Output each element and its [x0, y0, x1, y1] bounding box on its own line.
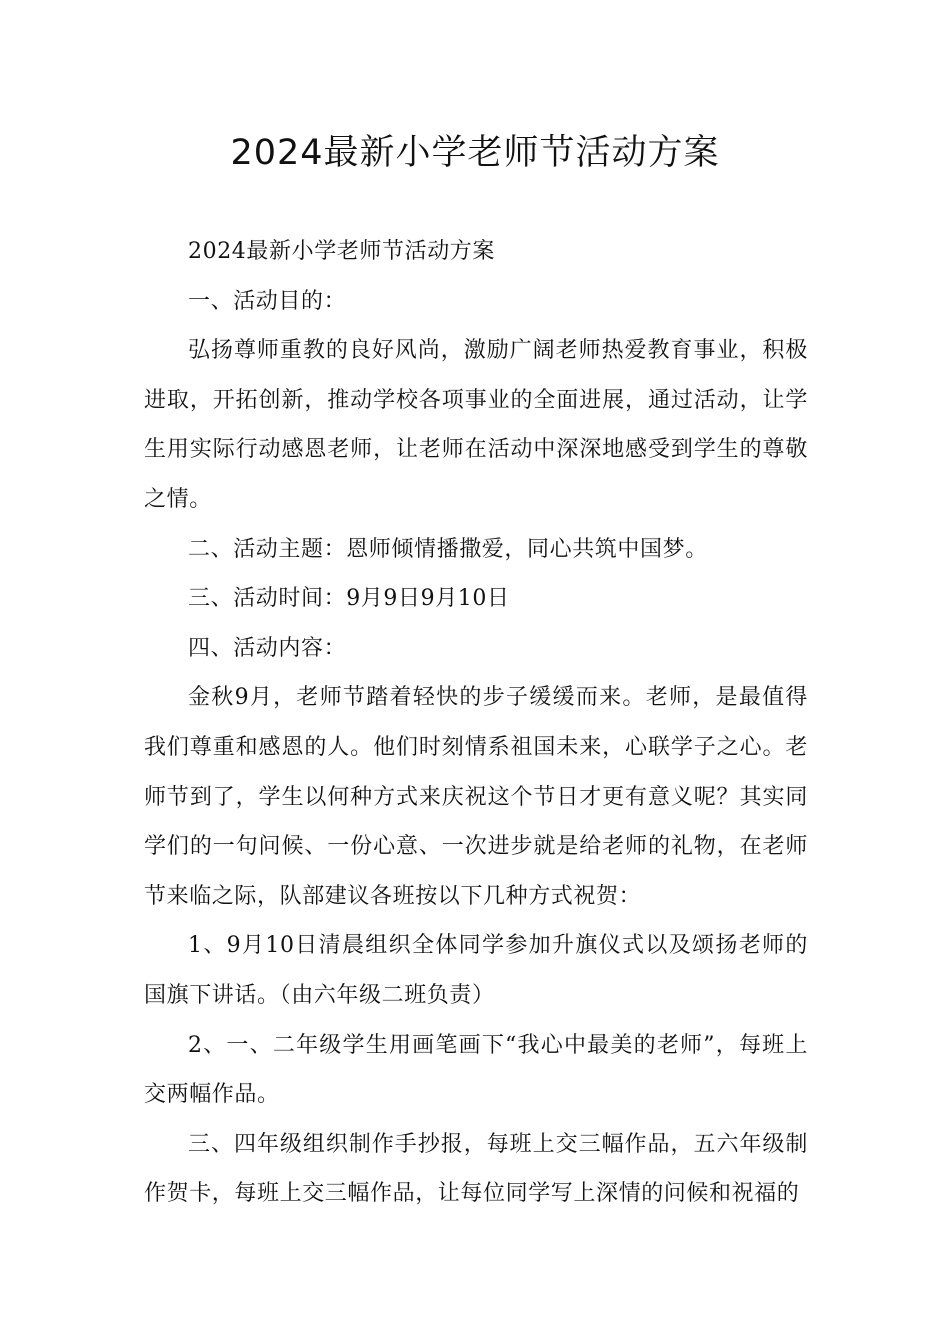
paragraph-content-intro: 金秋9月，老师节踏着轻快的步子缓缓而来。老师，是最值得我们尊重和感恩的人。他们时刻情系祖国未来，心联学子之心。老师节到了，学生以何种方式来庆祝这个节日才更有意义呢？其实同学们的一句问候、一份心意、一次进步就是给老师的礼物，在老师节来临之际，队部建议各班按以下几种方式祝贺：: [144, 685, 808, 909]
paragraph-content-heading: 四、活动内容：: [188, 635, 347, 661]
paragraph-theme: 二、活动主题：恩师倾情播撒爱，同心共筑中国梦。: [188, 536, 708, 562]
paragraph-purpose-heading: 一、活动目的：: [188, 288, 347, 314]
paragraph-item-2: 2、一、二年级学生用画笔画下“我心中最美的老师”，每班上交两幅作品。: [144, 1032, 808, 1108]
paragraph-item-3: 三、四年级组织制作手抄报，每班上交三幅作品，五六年级制作贺卡，每班上交三幅作品，让每位同学写上深情的问候和祝福的: [144, 1131, 808, 1207]
paragraph-purpose: 弘扬尊师重教的良好风尚，激励广阔老师热爱教育事业，积极进取，开拓创新，推动学校各项事业的全面进展，通过活动，让学生用实际行动感恩老师，让老师在活动中深深地感受到学生的尊敬之情。: [144, 338, 808, 512]
document-title: 2024最新小学老师节活动方案: [230, 133, 720, 173]
paragraph-item-1: 1、9月10日清晨组织全体同学参加升旗仪式以及颂扬老师的国旗下讲话。（由六年级二班负责）: [144, 933, 808, 1008]
document-body: [144, 227, 808, 1219]
paragraph-time: 三、活动时间：9月9日9月10日: [188, 586, 510, 612]
paragraph-subtitle: 2024最新小学老师节活动方案: [188, 239, 495, 264]
